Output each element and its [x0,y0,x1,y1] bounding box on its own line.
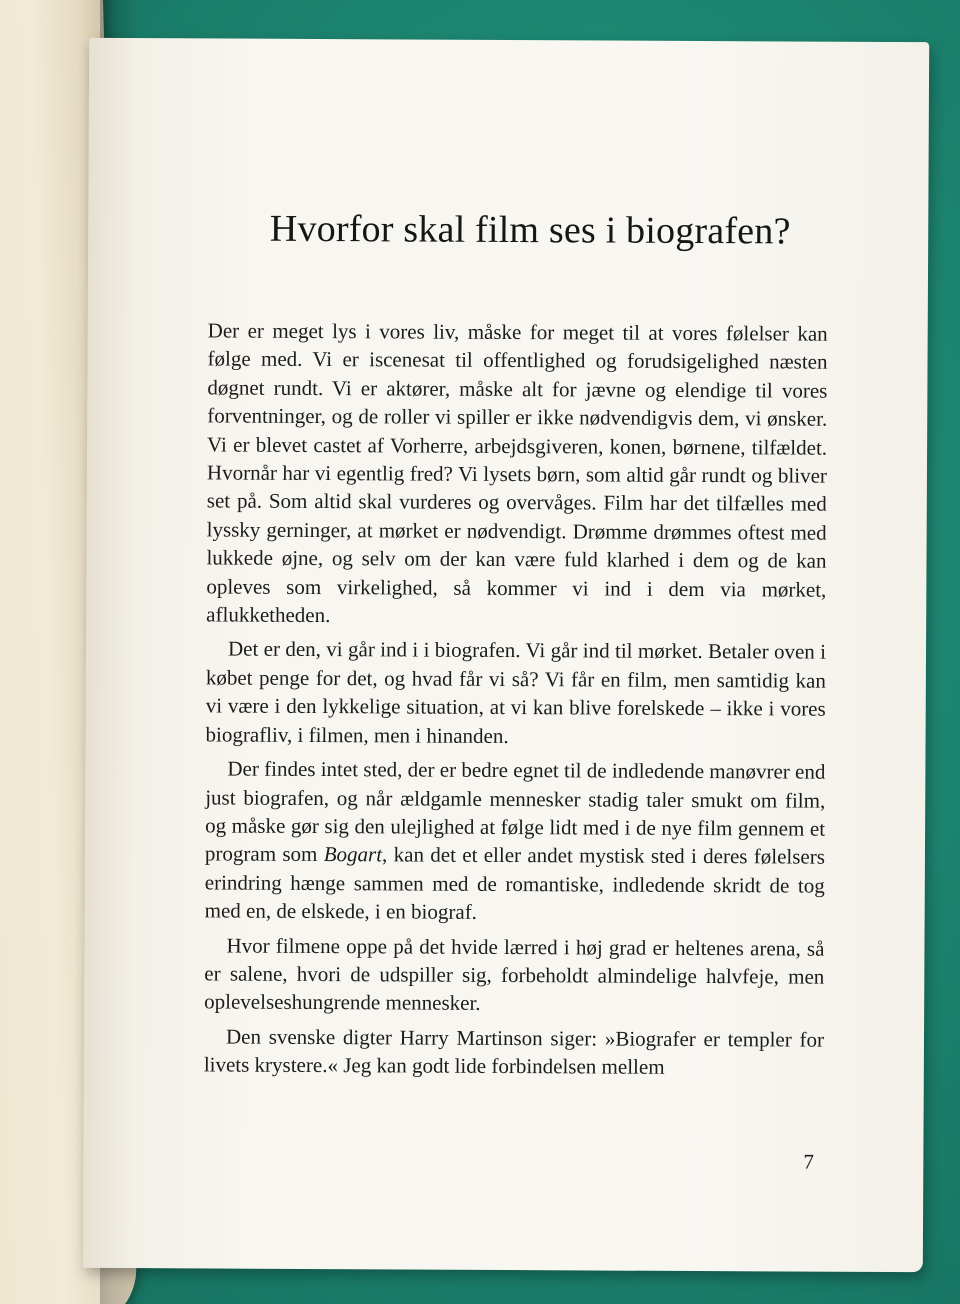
body-text [204,316,828,1088]
paragraph-4: Hvor filmene oppe på det hvide lærred i høj grad er heltenes arena, så er salene, hvori de udspiller sig, forbeholdt almindelige halvfeje, men oplevelseshungrende mennesker. [204,933,825,1016]
paragraph-5: Den svenske digter Harry Martinson siger: »Biografer er templer for livets krystere.« Jeg kan godt lide forbindelsen mellem [203,1024,825,1079]
book-page [83,38,929,1272]
paragraph-3-start: Der findes intet sted, der er bedre egnet til de indledende manøvrer end just biografen, og når ældgamle mennesker stadig taler smukt om film, og måske gør sig den ulejlighed at følge lidt med i de nye film gennem et program som [204,756,826,867]
paragraph-2: Det er den, vi går ind i i biografen. Vi går ind til mørket. Betaler oven i købet penge for det, og hvad får vi så? Vi får en film, men samtidig kan vi være i den lykkelige situation, at vi kan blive forelskede – ikke i vores biografliv, i filmen, men i hinanden. [205,637,827,748]
program-title-italic: Bogart [323,842,383,867]
paragraph-1: Der er meget lys i vores liv, måske for meget til at vores følelser kan følge med. Vi er iscenesat til offentlighed og forudsigelighed næsten døgnet rundt. Vi er aktører, måske alt for jævne og elendige til vores forventninger, og de roller vi spiller er ikke nødvendigvis dem, vi ønsker. Vi er blevet castet af Vorherre, arbejdsgiveren, konen, børnene, tilfældet. Hvornår har vi egentlig fred? Vi lysets børn, som altid går rundt og bliver set på. Som altid skal vurderes og overvåges. Film har det tilfælles med lyssky gerninger, at mørket er nødvendigt. Drømme drømmes oftest med lukkede øjne, og selv om der kan være fuld klarhed i dem og de kan opleves som virkelighed, så kommer vi ind i dem via mørket, aflukketheden. [206,318,828,628]
paragraph-3 [205,755,826,929]
paragraph-3-end: , kan det et eller andet mystisk sted i deres følelsers erindring hænge sammen med de romantiske, indledende skridt de tog med en, de elskede, i en biograf. [204,842,826,924]
chapter-title: Hvorfor skal film ses i biografen? [269,207,791,253]
page-number: 7 [803,1149,814,1174]
page-content [203,38,929,1272]
